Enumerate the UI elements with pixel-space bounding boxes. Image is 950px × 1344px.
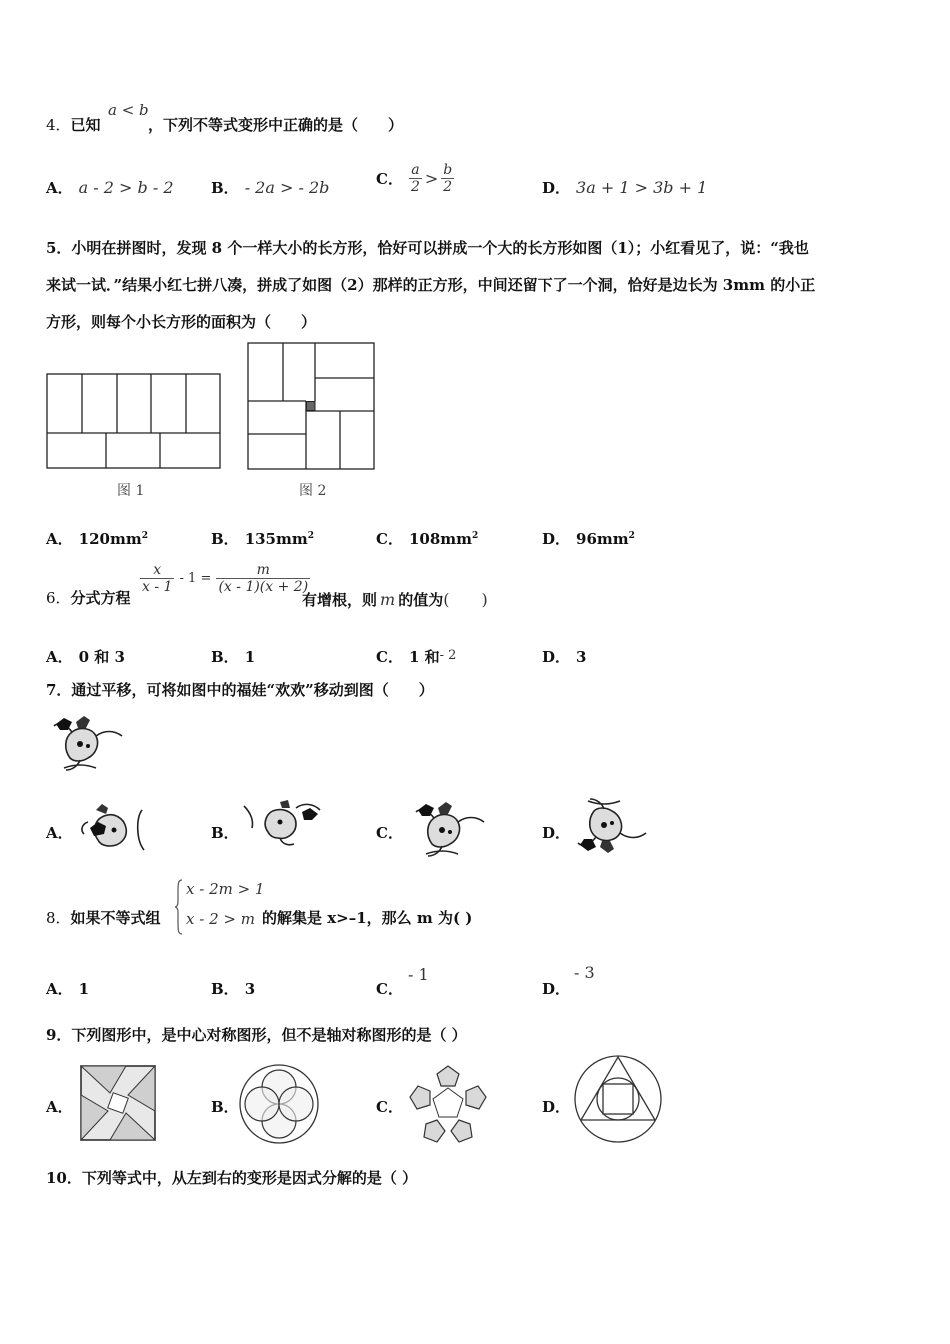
figure-2-caption: 图 2: [299, 483, 327, 499]
q8-option-d-value: - 3: [574, 963, 595, 982]
q6-equation: $\frac{x}{x - 1}$ - 1 = $\frac{m}{(x - 1)(x + 2)}$: [142, 562, 309, 595]
q5-stem-line2: 来试一试．”结果小红七拼八凑，拼成了如图（2）那样的正方形，中间还留下了一个洞，恰好是边长为 3mm 的小正: [46, 276, 816, 294]
q8-stem: 8．如果不等式组: [46, 909, 161, 927]
q5-stem-line1: 5．小明在拼图时，发现 8 个一样大小的长方形，恰好可以拼成一个大的长方形如图（1）；小红看见了，说：“我也: [46, 239, 809, 257]
q5-stem-line3: 方形，则每个小长方形的面积为（ ）: [46, 313, 317, 331]
q8-option-c[interactable]: C．: [376, 980, 403, 998]
figure-2-square: [247, 341, 377, 471]
huanhuan-option-a: [78, 800, 152, 858]
q5-option-d[interactable]: D． $96mm^2$: [542, 530, 635, 548]
q7-option-a[interactable]: A．: [46, 824, 73, 842]
q4-stem-post: ，下列不等式变形中正确的是（ ）: [148, 116, 404, 134]
q7-option-b[interactable]: B．: [211, 824, 239, 842]
q8-option-a[interactable]: A． 1: [46, 980, 90, 998]
q6-option-b[interactable]: B． 1: [211, 648, 256, 666]
q9-option-a[interactable]: A．: [46, 1098, 73, 1116]
q7-option-c[interactable]: C．: [376, 824, 403, 842]
q9-option-d[interactable]: D．: [542, 1098, 571, 1116]
pentagon-ring-figure: [408, 1064, 488, 1144]
q8-option-d[interactable]: D．: [542, 980, 571, 998]
figure-1-caption: 图 1: [117, 483, 145, 499]
q5-option-b[interactable]: B． $135mm^2$: [211, 530, 315, 548]
q7-option-d[interactable]: D．: [542, 824, 571, 842]
q4-option-d[interactable]: D． 3a + 1 > 3b + 1: [542, 178, 708, 197]
q5-option-a[interactable]: A． $120mm^2$: [46, 530, 148, 548]
q6-option-d[interactable]: D． 3: [542, 648, 587, 666]
q6-option-c[interactable]: C． 1 和- 2: [376, 648, 457, 666]
huanhuan-option-b: [240, 798, 326, 848]
q9-option-b[interactable]: B．: [211, 1098, 239, 1116]
q4-option-b[interactable]: B． - 2a > - 2b: [211, 178, 330, 197]
figure-1-rectangle: [46, 372, 222, 472]
huanhuan-mascot-original: [50, 710, 126, 774]
q6-option-a[interactable]: A． 0 和 3: [46, 648, 125, 666]
q8-stem-post: 的解集是 x>–1，那么 m 为( ): [262, 909, 473, 927]
q4-option-c[interactable]: C． $\frac{a}{2}$ > $\frac{b}{2}$: [376, 162, 453, 195]
q4-condition: a < b: [108, 101, 149, 119]
q8-option-c-value: - 1: [408, 965, 429, 984]
huanhuan-option-c: [412, 796, 488, 860]
q4-option-a[interactable]: A． a - 2 > b - 2: [46, 178, 174, 197]
pinwheel-square-figure: [80, 1065, 156, 1141]
q5-option-c[interactable]: C． $108mm^2$: [376, 530, 479, 548]
q9-option-c[interactable]: C．: [376, 1098, 403, 1116]
huanhuan-option-d: [574, 795, 650, 859]
circle-petals-figure: [238, 1063, 320, 1145]
q8-option-b[interactable]: B． 3: [211, 980, 256, 998]
q6-stem: 6．分式方程: [46, 589, 131, 607]
circle-triangle-square-figure: [572, 1054, 664, 1144]
q9-stem: 9．下列图形中，是中心对称图形，但不是轴对称图形的是（ ）: [46, 1026, 467, 1044]
q6-stem-post: 有增根，则 m 的值为( ): [302, 590, 488, 609]
q4-stem: 4．已知: [46, 116, 101, 134]
q7-stem: 7．通过平移，可将如图中的福娃“欢欢”移动到图（ ）: [46, 681, 434, 699]
q10-stem: 10．下列等式中，从左到右的变形是因式分解的是（ ）: [46, 1169, 418, 1187]
